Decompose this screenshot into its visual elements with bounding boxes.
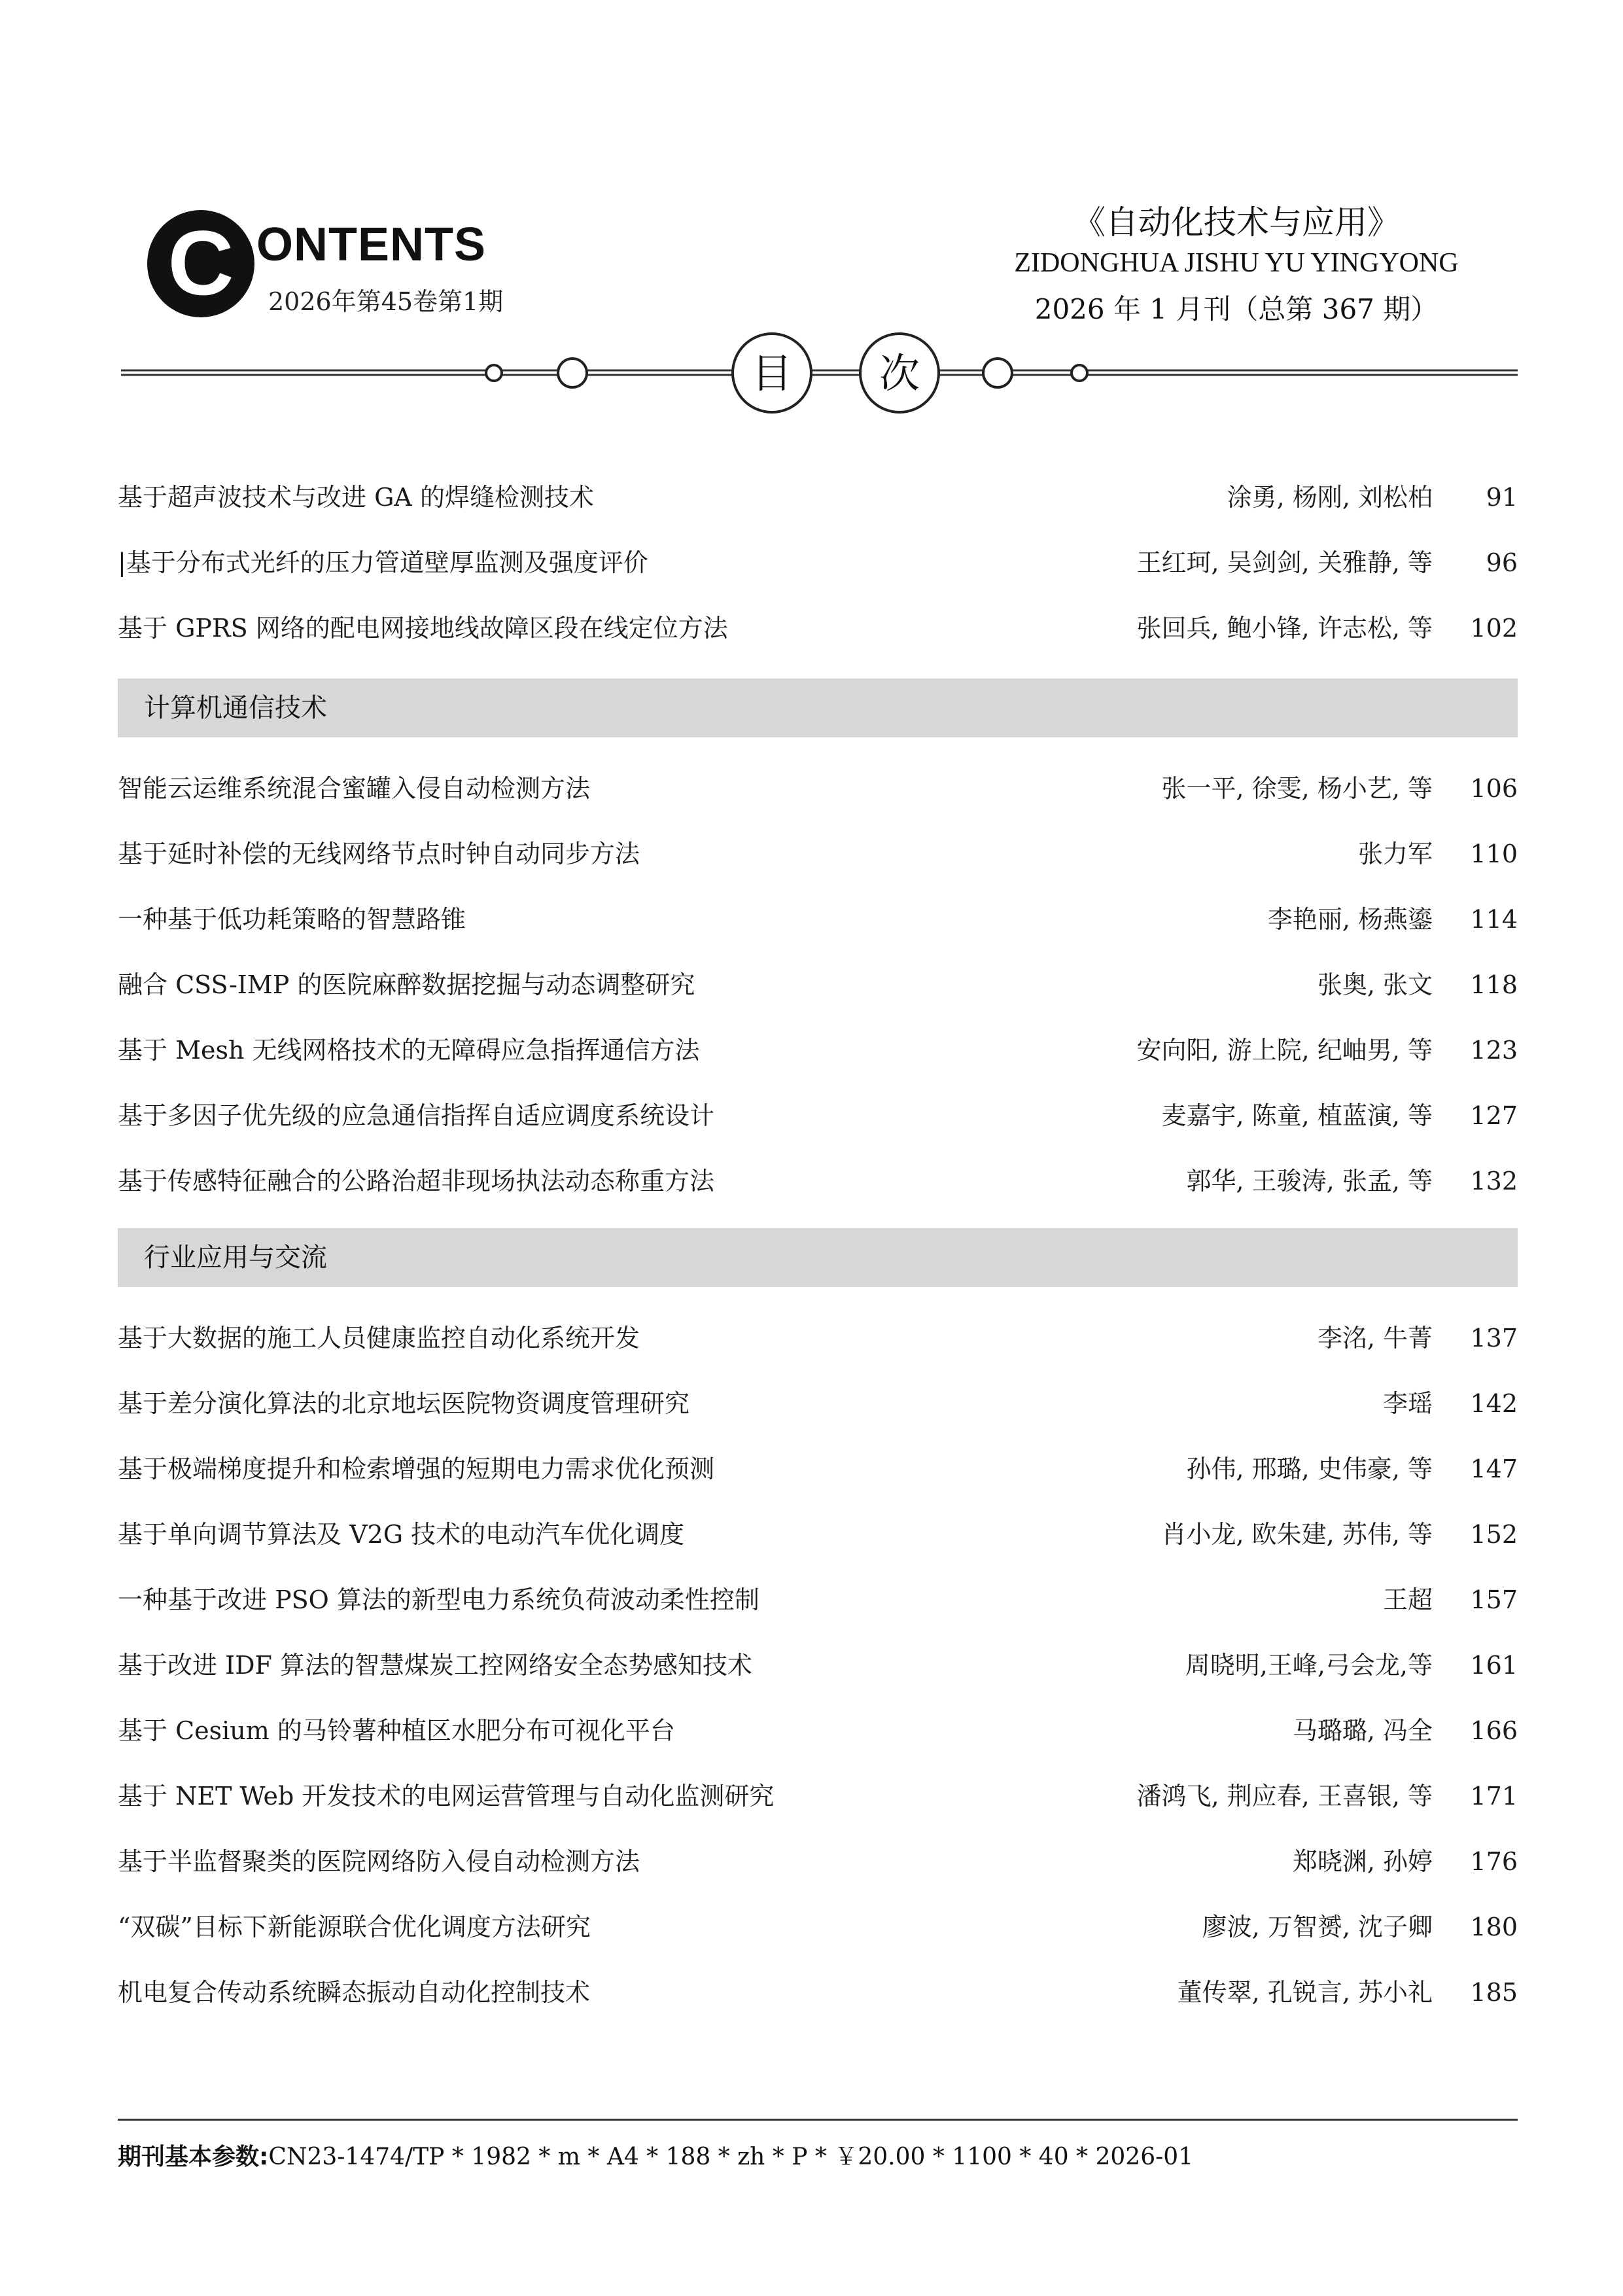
toc-authors: 马璐璐, 冯全 (1292, 1716, 1433, 1745)
toc-entry (118, 1580, 1518, 1619)
toc-page-number: 102 (1470, 614, 1518, 643)
toc-entry (118, 1646, 1518, 1685)
toc-authors: 王红珂, 吴剑剑, 关雅静, 等 (1136, 548, 1433, 577)
ornament-circle-icon (486, 365, 502, 381)
toc-authors: 张奥, 张文 (1317, 970, 1433, 999)
toc-authors: 王超 (1382, 1585, 1433, 1614)
toc-authors: 麦嘉宇, 陈童, 植蓝演, 等 (1161, 1101, 1433, 1130)
toc-entry (118, 1711, 1518, 1750)
toc-title: 基于差分演化算法的北京地坛医院物资调度管理研究 (118, 1389, 690, 1418)
toc-title: 基于 Mesh 无线网格技术的无障碍应急指挥通信方法 (118, 1036, 700, 1065)
toc-page-number: 180 (1470, 1913, 1518, 1941)
toc-page-number: 152 (1470, 1520, 1518, 1549)
ornament-circle-icon (983, 359, 1012, 387)
toc-entry (118, 1318, 1518, 1358)
journal-issue-date: 2026 年 1 月刊（总第 367 期） (1034, 293, 1439, 325)
toc-entry (118, 1449, 1518, 1489)
toc-page-number: 176 (1470, 1847, 1518, 1876)
toc-authors: 李瑶 (1382, 1389, 1433, 1418)
toc-authors: 涂勇, 杨刚, 刘松柏 (1227, 483, 1433, 512)
toc-title: 智能云运维系统混合蜜罐入侵自动检测方法 (118, 774, 591, 803)
ornament-circle-icon (558, 359, 587, 387)
toc-page-number: 127 (1470, 1101, 1518, 1130)
section-label: 计算机通信技术 (144, 693, 327, 723)
toc-entry (118, 769, 1518, 808)
contents-logo-c (145, 208, 256, 319)
toc-title: 基于 Cesium 的马铃薯种植区水肥分布可视化平台 (118, 1716, 675, 1745)
toc-title: 基于单向调节算法及 V2G 技术的电动汽车优化调度 (118, 1520, 685, 1549)
toc-title: 基于 GPRS 网络的配电网接地线故障区段在线定位方法 (118, 614, 728, 643)
toc-title: 基于大数据的施工人员健康监控自动化系统开发 (118, 1324, 640, 1352)
toc-title: 基于传感特征融合的公路治超非现场执法动态称重方法 (118, 1167, 715, 1195)
footer-rule (118, 2119, 1518, 2121)
divider-char-mu: 目 (751, 349, 793, 397)
toc-entry (118, 1776, 1518, 1816)
toc-page-number: 114 (1470, 905, 1518, 934)
toc-page-number: 185 (1470, 1978, 1518, 2007)
toc-authors: 张回兵, 鲍小锋, 许志松, 等 (1136, 614, 1433, 643)
toc-title: 融合 CSS-IMP 的医院麻醉数据挖掘与动态调整研究 (118, 970, 695, 999)
journal-parameters (118, 2138, 1193, 2172)
toc-page-number: 96 (1486, 548, 1518, 577)
toc-entry (118, 543, 1518, 582)
toc-entry (118, 1842, 1518, 1881)
ornament-circle-icon (1072, 365, 1087, 381)
toc-authors: 郭华, 王骏涛, 张孟, 等 (1186, 1167, 1433, 1195)
toc-entry (118, 965, 1518, 1004)
toc-title: 基于延时补偿的无线网络节点时钟自动同步方法 (118, 839, 640, 868)
divider-char-ci: 次 (879, 349, 920, 397)
toc-page-number: 161 (1470, 1651, 1518, 1680)
toc-entry (118, 478, 1518, 517)
journal-pinyin: ZIDONGHUA JISHU YU YINGYONG (1014, 248, 1459, 278)
header-divider (0, 327, 1623, 419)
toc-entry (118, 1031, 1518, 1070)
toc-entry (118, 1096, 1518, 1135)
toc-authors: 安向阳, 游上院, 纪岫男, 等 (1136, 1036, 1433, 1065)
parameters-value: CN23-1474/TP * 1982 * m * A4 * 188 * zh * P * ￥20.00 * 1100 * 40 * 2026-01 (268, 2144, 1194, 2170)
toc-authors: 张力军 (1357, 839, 1433, 868)
toc-entry (118, 1161, 1518, 1201)
toc-page-number: 166 (1470, 1716, 1518, 1745)
toc-entry (118, 1907, 1518, 1947)
toc-page-number: 147 (1470, 1455, 1518, 1483)
section-header-industry-application (118, 1228, 1518, 1287)
logo-letter: C (167, 211, 234, 314)
toc-page-number: 106 (1470, 774, 1518, 803)
toc-page-number: 132 (1470, 1167, 1518, 1195)
toc-page-number: 91 (1486, 483, 1518, 512)
toc-title: 基于超声波技术与改进 GA 的焊缝检测技术 (118, 483, 594, 512)
toc-authors: 肖小龙, 欧朱建, 苏伟, 等 (1161, 1520, 1433, 1549)
toc-entry (118, 1515, 1518, 1554)
toc-title: 基于 NET Web 开发技术的电网运营管理与自动化监测研究 (118, 1782, 775, 1810)
toc-authors: 李艳丽, 杨燕鎏 (1267, 905, 1433, 934)
toc-page-number: 110 (1470, 839, 1518, 868)
issue-info: 2026年第45卷第1期 (268, 287, 504, 316)
toc-title: 基于改进 IDF 算法的智慧煤炭工控网络安全态势感知技术 (118, 1651, 753, 1680)
toc-entry (118, 900, 1518, 939)
section-label: 行业应用与交流 (144, 1243, 327, 1273)
toc-authors: 潘鸿飞, 荆应春, 王喜银, 等 (1136, 1782, 1433, 1810)
toc-title: 基于极端梯度提升和检索增强的短期电力需求优化预测 (118, 1455, 715, 1483)
toc-title: 基于半监督聚类的医院网络防入侵自动检测方法 (118, 1847, 640, 1876)
toc-authors: 孙伟, 邢璐, 史伟豪, 等 (1186, 1455, 1433, 1483)
toc-page-number: 137 (1470, 1324, 1518, 1352)
toc-entry (118, 609, 1518, 648)
toc-title: |基于分布式光纤的压力管道壁厚监测及强度评价 (118, 548, 648, 577)
section-header-computer-communication (118, 679, 1518, 737)
toc-page-number: 123 (1470, 1036, 1518, 1065)
toc-authors: 李洺, 牛菁 (1317, 1324, 1433, 1352)
toc-title: 基于多因子优先级的应急通信指挥自适应调度系统设计 (118, 1101, 715, 1130)
toc-authors: 张一平, 徐雯, 杨小艺, 等 (1161, 774, 1433, 803)
toc-authors: 廖波, 万智赟, 沈子卿 (1202, 1913, 1433, 1941)
toc-page-number: 171 (1470, 1782, 1518, 1810)
toc-entry (118, 1384, 1518, 1423)
toc-authors: 郑晓渊, 孙婷 (1292, 1847, 1433, 1876)
toc-page-number: 142 (1470, 1389, 1518, 1418)
toc-entry (118, 834, 1518, 874)
toc-title: 一种基于改进 PSO 算法的新型电力系统负荷波动柔性控制 (118, 1585, 759, 1614)
contents-word: ONTENTS (256, 219, 487, 271)
toc-authors: 周晓明,王峰,弓会龙,等 (1185, 1651, 1433, 1680)
parameters-label: 期刊基本参数: (118, 2144, 269, 2170)
toc-authors: 董传翠, 孔锐言, 苏小礼 (1177, 1978, 1433, 2007)
toc-title: 一种基于低功耗策略的智慧路锥 (118, 905, 466, 934)
journal-title: 《自动化技术与应用》 (1073, 203, 1400, 241)
toc-title: “双碳”目标下新能源联合优化调度方法研究 (118, 1913, 591, 1941)
toc-entry (118, 1973, 1518, 2012)
toc-page-number: 157 (1470, 1585, 1518, 1614)
toc-title: 机电复合传动系统瞬态振动自动化控制技术 (118, 1978, 591, 2007)
toc-page-number: 118 (1470, 970, 1518, 999)
